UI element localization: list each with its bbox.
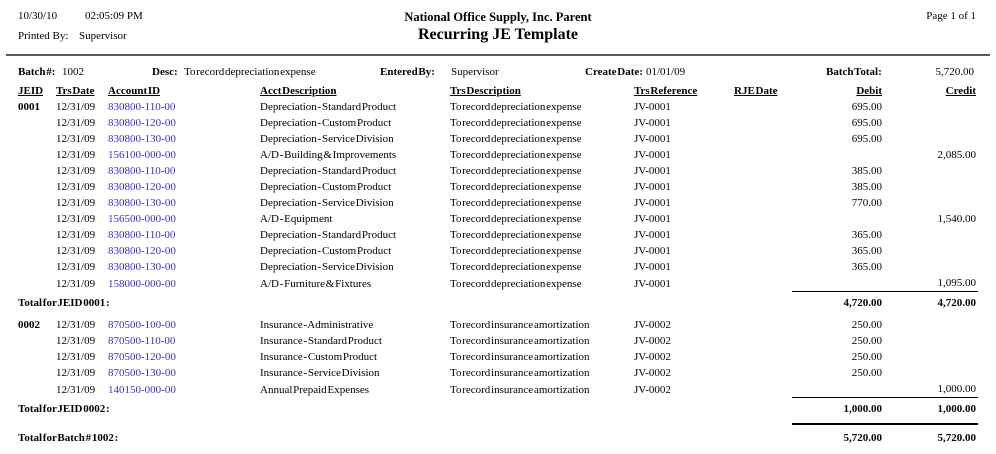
account-id-cell [106,259,258,275]
col-header-trs-reference: Trs Reference [634,85,698,97]
trs-description-cell: To record depreciation expense [450,149,582,161]
jeid-cell [16,195,54,211]
spacer-cell [16,417,978,424]
section-total-label: Total for JEID 0002 : [18,403,110,415]
rje-date-cell [732,99,792,115]
section-total-debit: 1,000.00 [792,398,884,418]
jeid-cell [16,333,54,349]
page-number: Page 1 of 1 [926,10,976,22]
col-header-debit: Debit [856,85,882,97]
trs-description-cell: To record insurance amortization [450,351,590,363]
credit-cell: 1,000.00 [937,383,976,395]
acct-description-cell: A/D - Building & Improvements [260,149,397,161]
trs-description-cell: To record insurance amortization [450,367,590,379]
account-id-cell [106,275,258,292]
credit-cell [884,163,978,179]
trs-date-cell: 12/31/09 [56,117,96,129]
account-id-cell [106,163,258,179]
rje-date-cell [732,317,792,333]
jeid-cell [16,275,54,292]
acct-description-cell: A/D - Furniture & Fixtures [260,277,372,290]
table-row [16,317,978,333]
account-id-link[interactable]: 830800-120-00 [108,117,176,129]
table-row [16,333,978,349]
page-title: Recurring JE Template [418,26,578,43]
acct-description-cell: Depreciation - Service Division [260,133,394,145]
trs-description-cell: To record depreciation expense [450,181,582,193]
col-header-account-id: Account ID [108,85,161,97]
table-row [16,195,978,211]
section-total-label: Total for JEID 0001 : [18,297,110,309]
debit-cell: 385.00 [851,181,882,193]
section-total-credit: 4,720.00 [884,292,978,312]
credit-cell [884,99,978,115]
trs-reference-cell: JV-0001 [634,277,671,290]
trs-reference-cell: JV-0001 [634,213,671,225]
jeid-cell [16,227,54,243]
grand-total-row [16,424,978,446]
credit-cell [884,365,978,381]
trs-date-cell: 12/31/09 [56,319,96,331]
account-id-cell [106,99,258,115]
trs-date-cell: 12/31/09 [56,351,96,363]
debit-cell: 365.00 [851,245,882,257]
jeid-cell [16,115,54,131]
entered-by-value: Supervisor [451,66,499,78]
print-date: 10/30/10 [18,10,58,22]
table-row [16,243,978,259]
trs-description-cell: To record depreciation expense [450,229,582,241]
rje-date-cell [732,259,792,275]
batch-total-value: 5,720.00 [935,66,974,78]
batch-total-label: Batch Total: [826,66,882,78]
debit-cell: 695.00 [851,117,882,129]
trs-date-cell: 12/31/09 [56,277,96,290]
grand-total-label: Total for Batch # 1002 : [18,432,119,444]
trs-reference-cell: JV-0001 [634,133,671,145]
jeid-cell [16,381,54,398]
rje-date-cell [732,163,792,179]
create-date-value: 01/01/09 [646,66,686,78]
debit-cell [792,147,884,163]
jeid-cell [16,163,54,179]
credit-cell [884,333,978,349]
debit-cell: 250.00 [851,367,882,379]
description-label: Desc: [152,66,178,78]
debit-cell: 385.00 [851,165,882,177]
account-id-link[interactable]: 140150-000-00 [108,383,176,396]
col-header-acct-description: Acct Description [260,85,337,97]
trs-description-cell: To record depreciation expense [450,117,582,129]
company-name: National Office Supply, Inc. Parent [404,10,592,24]
acct-description-cell: Depreciation - Service Division [260,261,394,273]
trs-date-cell: 12/31/09 [56,213,96,225]
trs-date-cell: 12/31/09 [56,245,96,257]
account-id-link[interactable]: 156500-000-00 [108,213,176,225]
table-row [16,179,978,195]
credit-cell [884,349,978,365]
grand-total-credit: 5,720.00 [884,424,978,446]
trs-date-cell: 12/31/09 [56,101,96,113]
batch-number-value: 1002 [62,66,84,78]
credit-cell [884,259,978,275]
batch-number-label: Batch #: [18,66,56,78]
account-id-link[interactable]: 870500-110-00 [108,335,176,347]
trs-date-cell: 12/31/09 [56,181,96,193]
acct-description-cell: Depreciation - Standard Product [260,165,397,177]
acct-description-cell: Depreciation - Custom Product [260,181,392,193]
trs-date-cell: 12/31/09 [56,165,96,177]
trs-description-cell: To record insurance amortization [450,383,590,396]
jeid-cell: 0002 [18,319,40,331]
table-row [16,211,978,227]
rje-date-cell [732,333,792,349]
account-id-cell [106,227,258,243]
account-id-cell [106,381,258,398]
description-value: To record depreciation expense [184,66,316,78]
trs-reference-cell: JV-0001 [634,165,671,177]
account-id-link[interactable]: 870500-120-00 [108,351,176,363]
debit-cell [792,275,884,292]
rje-date-cell [732,349,792,365]
trs-reference-cell: JV-0002 [634,351,671,363]
account-id-link[interactable]: 158000-000-00 [108,277,176,290]
trs-date-cell: 12/31/09 [56,197,96,209]
credit-cell [884,179,978,195]
jeid-cell [16,365,54,381]
trs-reference-cell: JV-0001 [634,181,671,193]
credit-cell [884,227,978,243]
account-id-link[interactable]: 870500-100-00 [108,319,176,331]
trs-reference-cell: JV-0001 [634,117,671,129]
debit-cell: 695.00 [851,101,882,113]
jeid-cell [16,243,54,259]
table-row [16,227,978,243]
account-id-cell [106,349,258,365]
table-row [16,147,978,163]
account-id-cell [106,115,258,131]
jeid-cell: 0001 [18,101,40,113]
grand-total-debit: 5,720.00 [792,424,884,446]
trs-description-cell: To record depreciation expense [450,133,582,145]
account-id-link[interactable]: 870500-130-00 [108,367,176,379]
trs-reference-cell: JV-0001 [634,229,671,241]
acct-description-cell: Insurance - Custom Product [260,351,378,363]
table-row [16,349,978,365]
acct-description-cell: Depreciation - Standard Product [260,229,397,241]
table-row [16,259,978,275]
credit-cell [884,243,978,259]
rje-date-cell [732,211,792,227]
trs-description-cell: To record insurance amortization [450,335,590,347]
trs-reference-cell: JV-0002 [634,319,671,331]
acct-description-cell: Depreciation - Custom Product [260,117,392,129]
debit-cell: 695.00 [851,133,882,145]
print-time: 02:05:09 PM [85,10,143,22]
rje-date-cell [732,243,792,259]
printed-by-label: Printed By: [18,30,69,42]
credit-cell [884,131,978,147]
trs-date-cell: 12/31/09 [56,367,96,379]
section-total-debit: 4,720.00 [792,292,884,312]
trs-reference-cell: JV-0002 [634,335,671,347]
rje-date-cell [732,195,792,211]
column-header-row [16,82,978,99]
jeid-cell [16,211,54,227]
account-id-cell [106,211,258,227]
account-id-link[interactable]: 830800-130-00 [108,197,176,209]
acct-description-cell: Insurance - Standard Product [260,335,382,347]
trs-date-cell: 12/31/09 [56,229,96,241]
credit-cell [884,317,978,333]
debit-cell: 250.00 [851,335,882,347]
account-id-cell [106,317,258,333]
table-row [16,365,978,381]
trs-reference-cell: JV-0001 [634,197,671,209]
trs-description-cell: To record depreciation expense [450,277,582,290]
section-total-row [16,398,978,418]
trs-reference-cell: JV-0002 [634,367,671,379]
trs-description-cell: To record depreciation expense [450,261,582,273]
trs-date-cell: 12/31/09 [56,383,96,396]
create-date-label: Create Date: [585,66,643,78]
account-id-cell [106,333,258,349]
jeid-cell [16,131,54,147]
credit-cell: 1,095.00 [937,277,976,289]
journal-entry-table [16,82,978,446]
rje-date-cell [732,227,792,243]
credit-cell [884,115,978,131]
debit-cell: 365.00 [851,229,882,241]
jeid-cell [16,259,54,275]
rje-date-cell [732,131,792,147]
trs-date-cell: 12/31/09 [56,261,96,273]
col-header-jeid: JEID [18,85,44,97]
trs-description-cell: To record depreciation expense [450,245,582,257]
acct-description-cell: A/D - Equipment [260,213,333,225]
header-divider [6,54,990,56]
rje-date-cell [732,115,792,131]
account-id-cell [106,195,258,211]
acct-description-cell: Insurance - Service Division [260,367,380,379]
col-header-credit: Credit [945,85,976,97]
col-header-rje-date: RJE Date [734,85,778,97]
section-total-row [16,292,978,312]
account-id-cell [106,131,258,147]
debit-cell [792,211,884,227]
trs-reference-cell: JV-0001 [634,261,671,273]
trs-description-cell: To record insurance amortization [450,319,590,331]
trs-description-cell: To record depreciation expense [450,165,582,177]
table-row [16,163,978,179]
table-row [16,131,978,147]
trs-date-cell: 12/31/09 [56,335,96,347]
table-row [16,275,978,292]
rje-date-cell [732,179,792,195]
credit-cell [884,195,978,211]
trs-description-cell: To record depreciation expense [450,213,582,225]
acct-description-cell: Insurance - Administrative [260,319,374,331]
account-id-link[interactable]: 830800-110-00 [108,165,176,177]
table-row [16,381,978,398]
rje-date-cell [732,381,792,398]
trs-reference-cell: JV-0001 [634,101,671,113]
printed-by-value: Supervisor [79,30,127,42]
col-header-trs-description: Trs Description [450,85,521,97]
debit-cell: 365.00 [851,261,882,273]
debit-cell: 770.00 [851,197,882,209]
trs-date-cell: 12/31/09 [56,133,96,145]
section-total-credit: 1,000.00 [884,398,978,418]
rje-date-cell [732,147,792,163]
account-id-link[interactable]: 830800-110-00 [108,229,176,241]
debit-cell: 250.00 [851,351,882,363]
acct-description-cell: Depreciation - Custom Product [260,245,392,257]
account-id-link[interactable]: 830800-110-00 [108,101,176,113]
account-id-cell [106,243,258,259]
trs-reference-cell: JV-0001 [634,149,671,161]
trs-description-cell: To record depreciation expense [450,197,582,209]
rje-date-cell [732,365,792,381]
account-id-cell [106,179,258,195]
spacer-row [16,417,978,424]
acct-description-cell: Depreciation - Service Division [260,197,394,209]
acct-description-cell: Depreciation - Standard Product [260,101,397,113]
credit-cell: 1,540.00 [937,213,976,225]
jeid-cell [16,349,54,365]
jeid-cell [16,179,54,195]
trs-description-cell: To record depreciation expense [450,101,582,113]
debit-cell [792,381,884,398]
entered-by-label: Entered By: [380,66,435,78]
account-id-link[interactable]: 830800-120-00 [108,181,176,193]
account-id-cell [106,147,258,163]
account-id-link[interactable]: 156100-000-00 [108,149,176,161]
account-id-link[interactable]: 830800-130-00 [108,261,176,273]
account-id-link[interactable]: 830800-130-00 [108,133,176,145]
trs-reference-cell: JV-0001 [634,245,671,257]
table-row [16,115,978,131]
acct-description-cell: Annual Prepaid Expenses [260,383,370,396]
table-row [16,99,978,115]
rje-date-cell [732,275,792,292]
debit-cell: 250.00 [851,319,882,331]
col-header-trs-date: Trs Date [56,85,95,97]
trs-reference-cell: JV-0002 [634,383,671,396]
jeid-cell [16,147,54,163]
account-id-link[interactable]: 830800-120-00 [108,245,176,257]
account-id-cell [106,365,258,381]
trs-date-cell: 12/31/09 [56,149,96,161]
credit-cell: 2,085.00 [937,149,976,161]
